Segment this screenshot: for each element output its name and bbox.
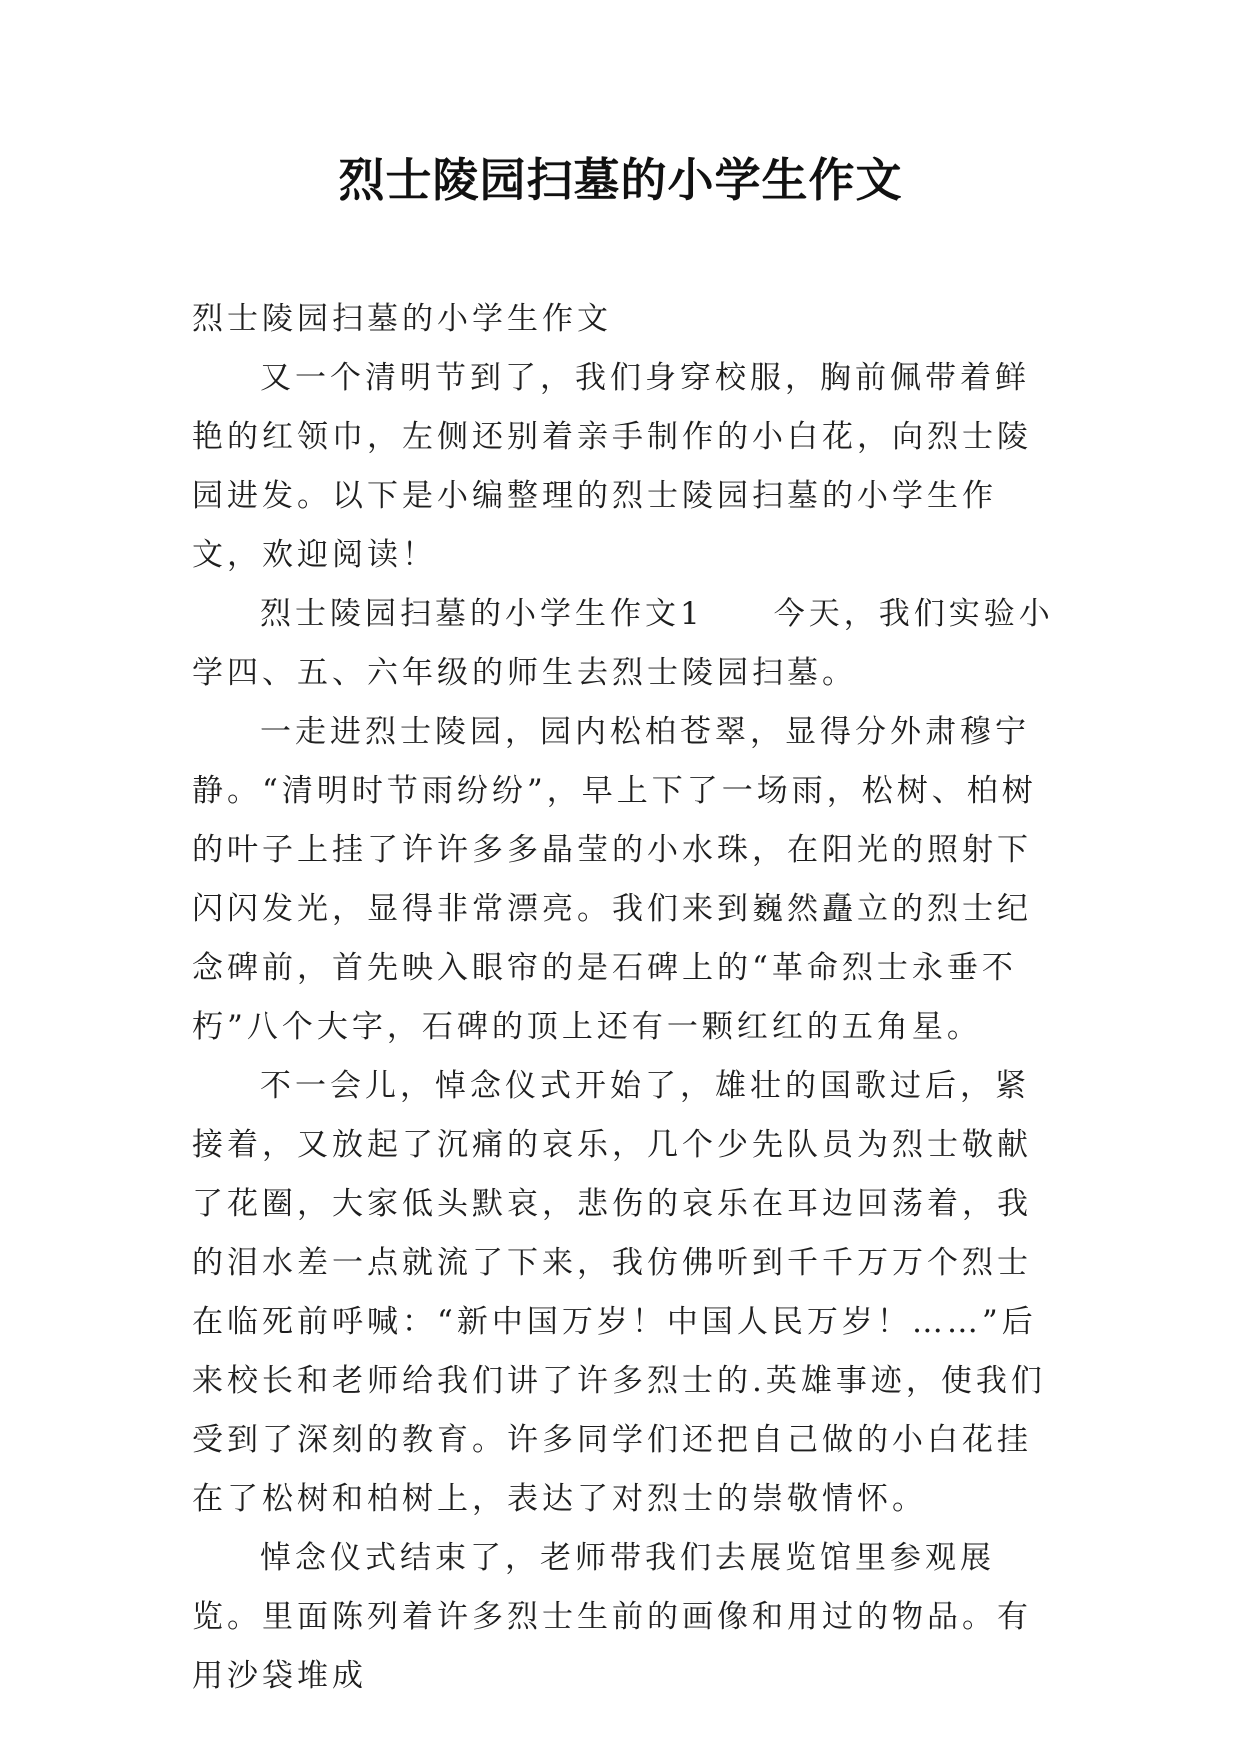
- document-body: [192, 290, 1062, 1706]
- paragraph-intro: 又一个清明节到了，我们身穿校服，胸前佩带着鲜艳的红领巾，左侧还别着亲手制作的小白花，向烈士陵园进发。以下是小编整理的烈士陵园扫墓的小学生作文，欢迎阅读！: [192, 360, 1032, 573]
- paragraph-cemetery: 一走进烈士陵园，园内松柏苍翠，显得分外肃穆宁静。“清明时节雨纷纷”，早上下了一场雨，松树、柏树的叶子上挂了许许多多晶莹的小水珠，在阳光的照射下闪闪发光，显得非常漂亮。我们来到巍然矗立的烈士纪念碑前，首先映入眼帘的是石碑上的“革命烈士永垂不朽”八个大字，石碑的顶上还有一颗红红的五角星。: [192, 714, 1037, 1045]
- paragraph-ceremony: 不一会儿，悼念仪式开始了，雄壮的国歌过后，紧接着，又放起了沉痛的哀乐，几个少先队员为烈士敬献了花圈，大家低头默哀，悲伤的哀乐在耳边回荡着，我的泪水差一点就流了下来，我仿佛听到千千万万个烈士在临死前呼喊：“新中国万岁！中国人民万岁！……”后来校长和老师给我们讲了许多烈士的.英雄事迹，使我们受到了深刻的教育。许多同学们还把自己做的小白花挂在了松树和柏树上，表达了对烈士的崇敬情怀。: [192, 1068, 1046, 1517]
- paragraph-essay-heading: 烈士陵园扫墓的小学生作文1 今天，我们实验小学四、五、六年级的师生去烈士陵园扫墓。: [192, 596, 1054, 691]
- paragraph-exhibition: 悼念仪式结束了，老师带我们去展览馆里参观展览。里面陈列着许多烈士生前的画像和用过的物品。有用沙袋堆成: [192, 1540, 1032, 1694]
- document-title: 烈士陵园扫墓的小学生作文: [338, 153, 903, 207]
- paragraph-subtitle: 烈士陵园扫墓的小学生作文: [192, 301, 612, 337]
